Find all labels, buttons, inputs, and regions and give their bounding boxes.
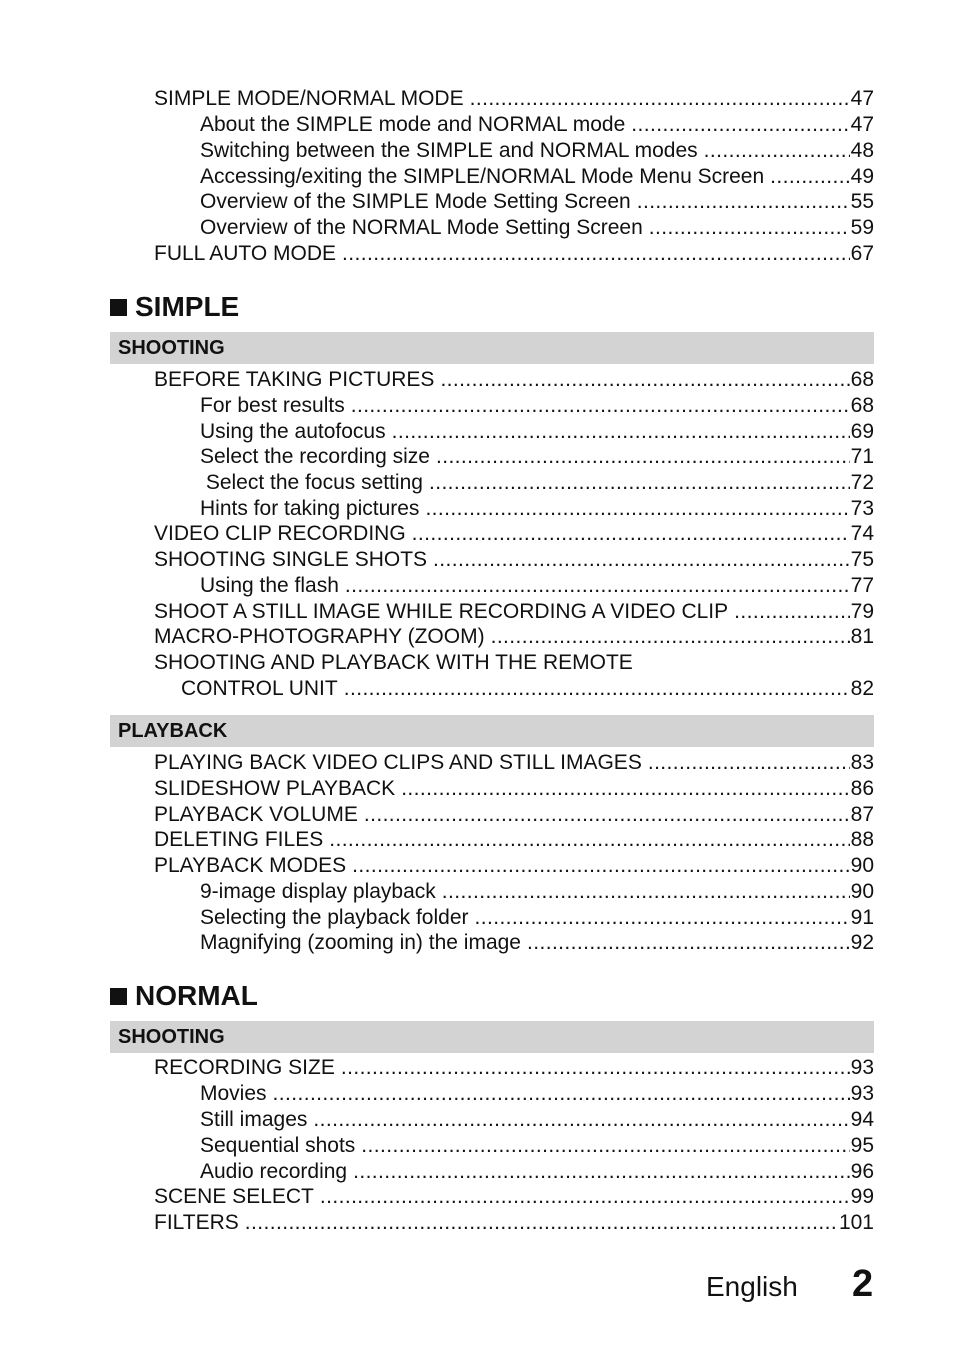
toc-entry xyxy=(200,1108,874,1132)
entry-title: BEFORE TAKING PICTURES xyxy=(154,368,440,392)
toc-entry xyxy=(200,931,874,955)
toc-entry xyxy=(200,880,874,904)
subsection-bar-playback: PLAYBACK xyxy=(110,715,874,747)
entry-title: VIDEO CLIP RECORDING xyxy=(154,522,412,546)
entry-page: 95 xyxy=(850,1134,874,1157)
toc-entry xyxy=(181,677,874,701)
toc-entry xyxy=(200,497,874,521)
leader-dots xyxy=(429,471,850,495)
entry-page: 88 xyxy=(850,828,874,851)
entry-title: Sequential shots xyxy=(200,1134,361,1158)
toc-entry xyxy=(154,625,874,649)
entry-page: 73 xyxy=(850,497,874,520)
leader-dots xyxy=(351,394,850,418)
toc-entry xyxy=(154,828,874,852)
toc-entry xyxy=(154,854,874,878)
entry-page: 59 xyxy=(850,216,874,239)
footer-page-number: 2 xyxy=(852,1263,874,1305)
leader-dots xyxy=(342,242,850,266)
leader-dots xyxy=(353,1160,850,1184)
entry-title: PLAYBACK VOLUME xyxy=(154,803,364,827)
entry-title: RECORDING SIZE xyxy=(154,1056,341,1080)
toc-entry xyxy=(154,751,874,775)
toc-entry xyxy=(154,1056,874,1080)
entry-title: About the SIMPLE mode and NORMAL mode xyxy=(200,113,631,137)
toc-entry xyxy=(200,165,874,189)
entry-title: MACRO-PHOTOGRAPHY (ZOOM) xyxy=(154,625,491,649)
leader-dots xyxy=(392,420,850,444)
entry-page: 99 xyxy=(850,1185,874,1208)
leader-dots xyxy=(245,1211,838,1235)
entry-title: FULL AUTO MODE xyxy=(154,242,342,266)
entry-page: 79 xyxy=(850,600,874,623)
leader-dots xyxy=(704,139,850,163)
entry-title: 9-image display playback xyxy=(200,880,442,904)
entry-page: 87 xyxy=(850,803,874,826)
toc-entry xyxy=(154,87,874,111)
leader-dots xyxy=(344,677,850,701)
leader-dots xyxy=(401,777,849,801)
footer-language: English xyxy=(706,1271,798,1302)
toc-entry xyxy=(200,139,874,163)
subsection-bar-shooting: SHOOTING xyxy=(110,332,874,364)
entry-title: Overview of the SIMPLE Mode Setting Screen xyxy=(200,190,637,214)
leader-dots xyxy=(734,600,849,624)
leader-dots xyxy=(442,880,850,904)
entry-title: Using the autofocus xyxy=(200,420,392,444)
entry-title: DELETING FILES xyxy=(154,828,329,852)
leader-dots xyxy=(425,497,849,521)
toc-entry xyxy=(154,1211,874,1235)
leader-dots xyxy=(433,548,850,572)
leader-dots xyxy=(436,445,850,469)
toc-entry xyxy=(154,600,874,624)
entry-page: 71 xyxy=(850,445,874,468)
square-bullet-icon xyxy=(110,299,127,316)
toc-entry xyxy=(154,242,874,266)
section-heading-text: NORMAL xyxy=(135,980,258,1011)
entry-page: 55 xyxy=(850,190,874,213)
entry-title: SCENE SELECT xyxy=(154,1185,320,1209)
entry-title: Magnifying (zooming in) the image xyxy=(200,931,527,955)
leader-dots xyxy=(770,165,850,189)
entry-title: SHOOT A STILL IMAGE WHILE RECORDING A VIDEO CLIP xyxy=(154,600,734,624)
leader-dots xyxy=(345,574,850,598)
entry-page: 90 xyxy=(850,854,874,877)
entry-title: For best results xyxy=(200,394,351,418)
leader-dots xyxy=(649,216,850,240)
leader-dots xyxy=(313,1108,849,1132)
entry-title: Selecting the playback folder xyxy=(200,906,475,930)
leader-dots xyxy=(648,751,850,775)
toc-entry xyxy=(154,803,874,827)
leader-dots xyxy=(491,625,850,649)
entry-title: Audio recording xyxy=(200,1160,353,1184)
toc-entry xyxy=(154,1185,874,1209)
entry-page: 86 xyxy=(850,777,874,800)
toc-entry xyxy=(200,216,874,240)
entry-title: Using the flash xyxy=(200,574,345,598)
leader-dots xyxy=(631,113,849,137)
leader-dots xyxy=(412,522,850,546)
entry-page: 93 xyxy=(850,1056,874,1079)
leader-dots xyxy=(341,1056,850,1080)
subsection-bar-shooting: SHOOTING xyxy=(110,1021,874,1053)
toc-entry xyxy=(154,548,874,572)
toc-entry xyxy=(200,445,874,469)
entry-title: Hints for taking pictures xyxy=(200,497,425,521)
leader-dots xyxy=(361,1134,849,1158)
entry-title: Accessing/exiting the SIMPLE/NORMAL Mode Menu Screen xyxy=(200,165,770,189)
entry-title: Select the focus setting xyxy=(200,471,429,495)
toc-entry-line: SHOOTING AND PLAYBACK WITH THE REMOTE xyxy=(154,651,633,674)
entry-page: 90 xyxy=(850,880,874,903)
entry-page: 67 xyxy=(850,242,874,265)
entry-title: Still images xyxy=(200,1108,313,1132)
entry-page: 68 xyxy=(850,368,874,391)
entry-page: 101 xyxy=(838,1211,874,1234)
section-heading-normal xyxy=(110,980,258,1012)
entry-page: 82 xyxy=(850,677,874,700)
entry-page: 81 xyxy=(850,625,874,648)
entry-page: 49 xyxy=(850,165,874,188)
leader-dots xyxy=(637,190,850,214)
entry-title: Movies xyxy=(200,1082,273,1106)
entry-page: 75 xyxy=(850,548,874,571)
entry-page: 94 xyxy=(850,1108,874,1131)
entry-title: Select the recording size xyxy=(200,445,436,469)
toc-entry xyxy=(200,1134,874,1158)
entry-title: SLIDESHOW PLAYBACK xyxy=(154,777,401,801)
toc-entry xyxy=(200,113,874,137)
leader-dots xyxy=(320,1185,850,1209)
toc-entry xyxy=(200,574,874,598)
toc-entry xyxy=(200,471,874,495)
toc-entry xyxy=(200,1082,874,1106)
entry-page: 47 xyxy=(850,113,874,136)
leader-dots xyxy=(329,828,849,852)
entry-page: 93 xyxy=(850,1082,874,1105)
entry-page: 74 xyxy=(850,522,874,545)
section-heading-text: SIMPLE xyxy=(135,291,240,322)
entry-title: CONTROL UNIT xyxy=(181,677,344,701)
leader-dots xyxy=(440,368,849,392)
square-bullet-icon xyxy=(110,988,127,1005)
entry-title: PLAYBACK MODES xyxy=(154,854,352,878)
leader-dots xyxy=(470,87,850,111)
leader-dots xyxy=(273,1082,850,1106)
toc-entry xyxy=(200,394,874,418)
leader-dots xyxy=(475,906,850,930)
leader-dots xyxy=(352,854,849,878)
toc-entry xyxy=(154,368,874,392)
entry-page: 68 xyxy=(850,394,874,417)
entry-title: PLAYING BACK VIDEO CLIPS AND STILL IMAGES xyxy=(154,751,648,775)
entry-title: SHOOTING SINGLE SHOTS xyxy=(154,548,433,572)
toc-entry xyxy=(154,777,874,801)
toc-entry xyxy=(154,522,874,546)
entry-title: SIMPLE MODE/NORMAL MODE xyxy=(154,87,470,111)
entry-page: 96 xyxy=(850,1160,874,1183)
entry-page: 92 xyxy=(850,931,874,954)
section-heading-simple xyxy=(110,291,239,323)
entry-page: 72 xyxy=(850,471,874,494)
entry-title: Switching between the SIMPLE and NORMAL modes xyxy=(200,139,704,163)
leader-dots xyxy=(364,803,850,827)
toc-entry xyxy=(200,1160,874,1184)
entry-page: 48 xyxy=(850,139,874,162)
entry-page: 69 xyxy=(850,420,874,443)
entry-page: 47 xyxy=(850,87,874,110)
toc-entry xyxy=(200,420,874,444)
toc-entry xyxy=(200,190,874,214)
entry-page: 83 xyxy=(850,751,874,774)
entry-page: 91 xyxy=(850,906,874,929)
toc-entry xyxy=(200,906,874,930)
entry-title: FILTERS xyxy=(154,1211,245,1235)
entry-title: Overview of the NORMAL Mode Setting Screen xyxy=(200,216,649,240)
entry-page: 77 xyxy=(850,574,874,597)
leader-dots xyxy=(527,931,850,955)
